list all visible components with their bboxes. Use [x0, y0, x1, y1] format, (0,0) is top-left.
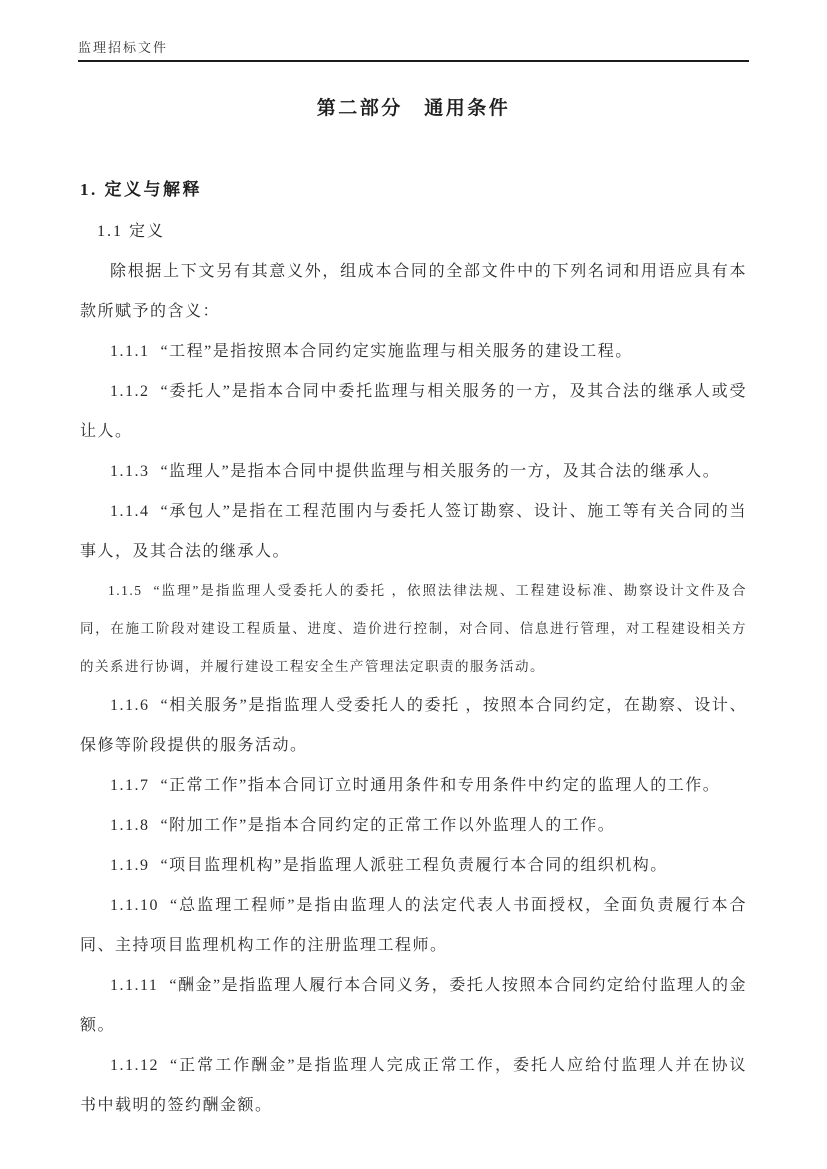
- item-number: 1.1.12: [110, 1057, 159, 1074]
- item-text: “酬金”是指监理人履行本合同义务，委托人按照本合同约定给付监理人的金额。: [80, 977, 747, 1034]
- item-number: 1.1.7: [110, 777, 150, 794]
- definition-item: [80, 686, 747, 766]
- definition-item: [80, 766, 747, 806]
- item-text: “相关服务”是指监理人受委托人的委托 ，按照本合同约定，在勘察、设计、保修等阶段提供的服务活动。: [80, 697, 747, 754]
- item-number: 1.1.8: [110, 817, 150, 834]
- definition-item: [80, 372, 747, 452]
- item-number: 1.1.9: [110, 857, 150, 874]
- item-text: “监理人”是指本合同中提供监理与相关服务的一方，及其合法的继承人。: [160, 463, 721, 480]
- item-text: “总监理工程师”是指由监理人的法定代表人书面授权，全面负责履行本合同、主持项目监理机构工作的注册监理工程师。: [80, 897, 747, 954]
- item-text: “正常工作酬金”是指监理人完成正常工作，委托人应给付监理人并在协议书中载明的签约酬金额。: [80, 1057, 747, 1114]
- definition-item: [80, 846, 747, 886]
- definition-item: [80, 886, 747, 966]
- definition-item: [80, 966, 747, 1046]
- item-text: “附加工作”是指本合同约定的正常工作以外监理人的工作。: [160, 817, 616, 834]
- intro-paragraph: 除根据上下文另有其意义外，组成本合同的全部文件中的下列名词和用语应具有本款所赋予的含义：: [80, 263, 747, 320]
- definition-item: [80, 452, 747, 492]
- page-header: [78, 0, 749, 62]
- item-text: “承包人”是指在工程范围内与委托人签订勘察、设计、施工等有关合同的当事人，及其合法的继承人。: [80, 503, 747, 560]
- definition-item: [80, 1046, 747, 1126]
- item-text: “正常工作”指本合同订立时通用条件和专用条件中约定的监理人的工作。: [160, 777, 721, 794]
- item-number: 1.1.1: [110, 343, 150, 360]
- item-text: “项目监理机构”是指监理人派驻工程负责履行本合同的组织机构。: [160, 857, 668, 874]
- document-body: [80, 175, 747, 1126]
- header-label: 监理招标文件: [78, 40, 169, 55]
- section-heading: 1. 定义与解释: [80, 180, 202, 199]
- item-text: “监理”是指监理人受委托人的委托 ，依照法律法规、工程建设标准、勘察设计文件及合同，在施工阶段对建设工程质量、进度、造价进行控制，对合同、信息进行管理，对工程建设相关方的关系进行协调，并履行建设工程安全生产管理法定职责的服务活动。: [80, 583, 747, 674]
- item-number: 1.1.11: [110, 977, 159, 994]
- item-number: 1.1.2: [110, 383, 150, 400]
- definition-item: [80, 806, 747, 846]
- definition-item: [80, 572, 747, 686]
- page-title: 第二部分 通用条件: [316, 98, 511, 119]
- item-text: “委托人”是指本合同中委托监理与相关服务的一方，及其合法的继承人或受让人。: [80, 383, 747, 440]
- item-number: 1.1.4: [110, 503, 150, 520]
- subsection-heading: 1.1 定义: [97, 223, 166, 240]
- definition-item: [80, 492, 747, 572]
- item-number: 1.1.3: [110, 463, 150, 480]
- item-number: 1.1.5: [108, 583, 143, 598]
- definition-item: [80, 332, 747, 372]
- item-number: 1.1.6: [110, 697, 150, 714]
- item-text: “工程”是指按照本合同约定实施监理与相关服务的建设工程。: [160, 343, 633, 360]
- item-number: 1.1.10: [110, 897, 159, 914]
